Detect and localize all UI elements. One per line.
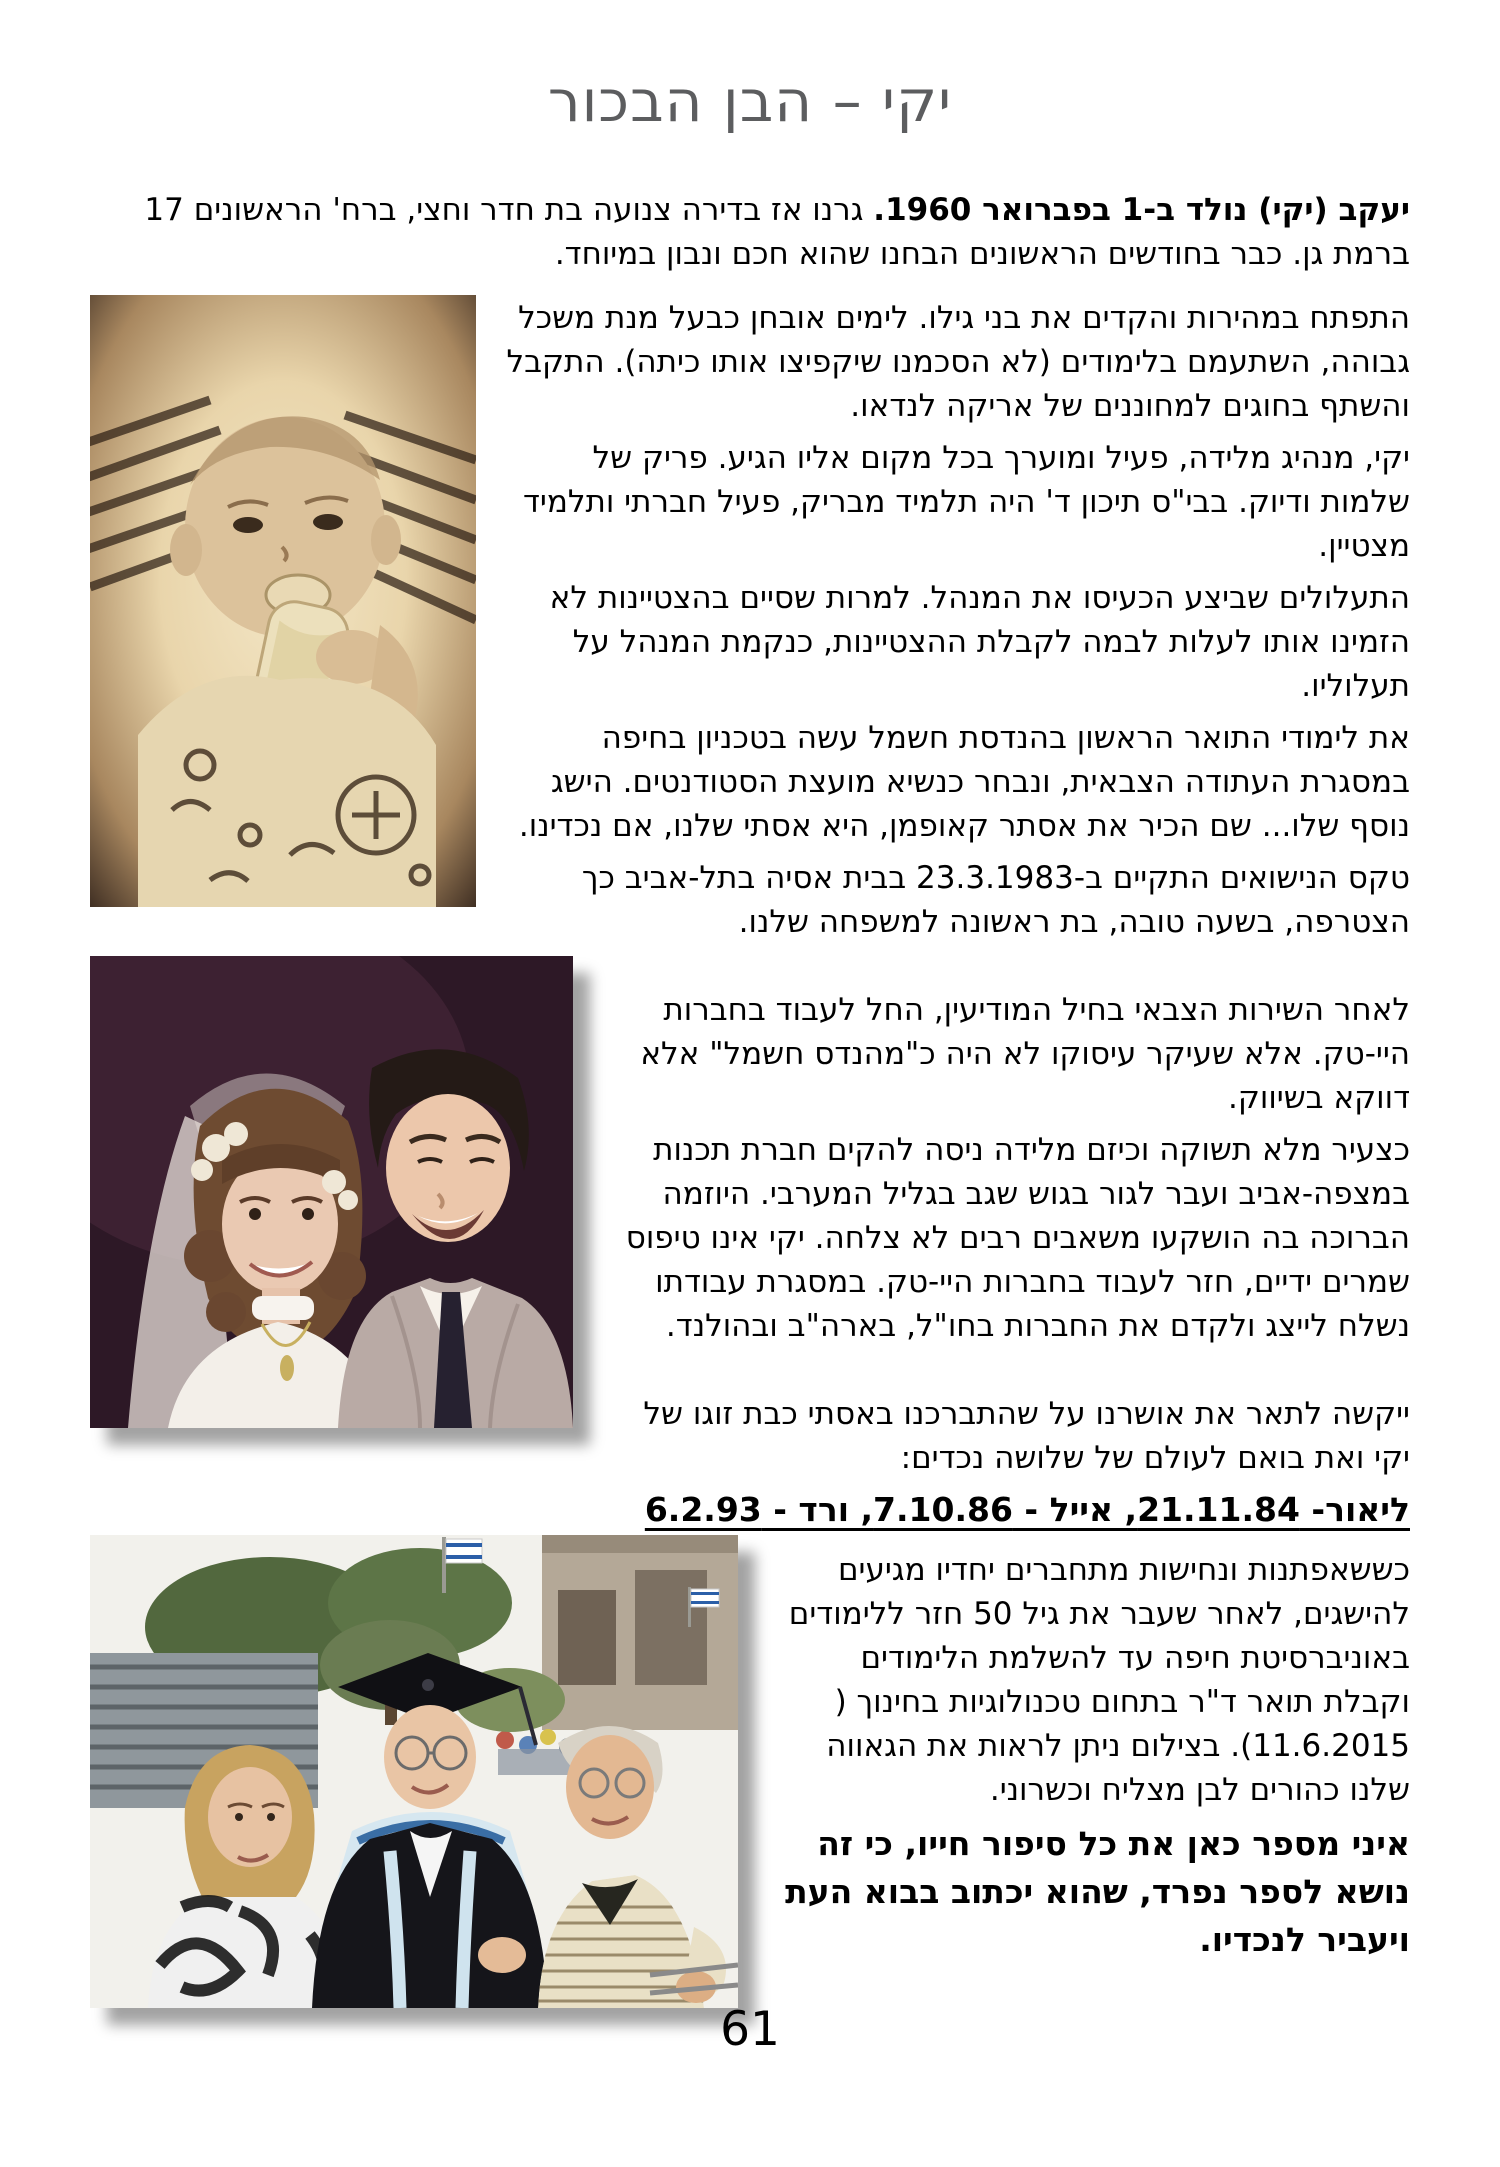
paragraph-development: התפתח במהירות והקדים את בני גילו. לימים אובחן כבעל מנת משכל גבוהה, השתעמם בלימודים (לא הסכמנו שיקפיצו אותו כיתה). התקבל והשתף בחוגים למחוננים של אריקה לנדאו.	[506, 300, 1410, 424]
intro-rest-span: גרנו אז בדירה צנועה בת חדר וחצי, ברח' הראשונים 17 ברמת גן. כבר בחודשים הראשונים הבחנו שהוא חכם ונבון במיוחד.	[144, 192, 1410, 272]
doctorate-section	[775, 1548, 1410, 1972]
paragraph-wedding: טקס הנישואים התקיים ב-23.3.1983 בבית אסיה בתל-אביב כך הצטרפה, בשעה טובה, בת ראשונה למשפחה שלנו.	[581, 860, 1410, 940]
paragraph-doctorate: כששאפתנות ונחישות מתחברים יחדיו מגיעים להישגים, לאחר שעבר את גיל 50 חזר ללימודים באוניברסיטת חיפה עד להשלמת הלימודים וקבלת תואר ד"ר בתחום טכנולוגיות בחינוך ( 11.6.2015). בצילום ניתן לראות את הגאווה שלנו כהורים לבן מצליח וכשרוני.	[788, 1552, 1410, 1808]
childhood-section	[497, 296, 1410, 952]
graduation-photo	[90, 1535, 738, 2008]
career-section	[600, 988, 1410, 1356]
intro-bold-span: יעקב (יקי) נולד ב-1 בפברואר 1960.	[873, 192, 1410, 228]
paragraph-esti: ייקשה לתאר את אושרנו על שהתברכנו באסתי כבת זוגו של יקי ואת בואם לעולם של שלושה נכדים:	[643, 1396, 1410, 1476]
page-number: 61	[720, 2002, 780, 2057]
paragraph-technion: את לימודי התואר הראשון בהנדסת חשמל עשה בטכניון בחיפה במסגרת העתודה הצבאית, ונבחר כנשיא מועצת הסטודנטים. הישג נוסף שלו... שם הכיר את אסתר קאופמן, היא אסתי שלנו, אם נכדינו.	[518, 720, 1410, 844]
wedding-photo-illustration	[90, 956, 573, 1428]
grandchildren-dates-line: ליאור- 21.11.84, אייל - 7.10.86, ורד - 6.2.93	[644, 1490, 1410, 1529]
family-section	[90, 1392, 1410, 1540]
wedding-photo	[90, 956, 573, 1428]
page-title: יקי – הבן הבכור	[547, 66, 953, 135]
intro-text	[90, 188, 1410, 276]
paragraph-startup: כצעיר מלא תשוקה וכיזם מלידה ניסה להקים חברת תכנות במצפה-אביב ועבר לגור בגוש שגב בגליל המערבי. היוזמה הברוכה בה הושקעו משאבים רבים לא צלחה. יקי אינו טיפוס שמרים ידיים, חזר לעבוד בחברות היי-טק. במסגרת עבודתו נשלח לייצג ולקדם את החברות בחו"ל, בארה"ב ובהולנד.	[625, 1132, 1410, 1344]
intro-paragraph	[90, 188, 1410, 284]
graduation-photo-illustration	[90, 1535, 738, 2008]
baby-photo	[90, 295, 476, 907]
paragraph-closing-bold: איני מספר כאן את כל סיפור חייו, כי זה נושא לספר נפרד, שהוא יכתוב בבוא העת ויעביר לנכדיו.	[785, 1824, 1410, 1959]
baby-photo-illustration	[90, 295, 476, 907]
paragraph-pranks: התעלולים שביצע הכעיסו את המנהל. למרות שסיים בהצטיינות לא הזמינו אותו לעלות לבמה לקבלת ההצטיינות, כנקמת המנהל על תעלוליו.	[549, 580, 1410, 704]
paragraph-army-hitech: לאחר השירות הצבאי בחיל המודיעין, החל לעבוד בחברות היי-טק. אלא שעיקר עיסוקו לא היה כ"מהנדס חשמל" אלא דווקא בשיווק.	[640, 992, 1410, 1116]
paragraph-leader: יקי, מנהיג מלידה, פעיל ומוערך בכל מקום אליו הגיע. פריק של שלמות ודיוק. בבי"ס תיכון ד' היה תלמיד מבריק, פעיל חברתי ותלמיד מצטיין.	[522, 440, 1410, 564]
